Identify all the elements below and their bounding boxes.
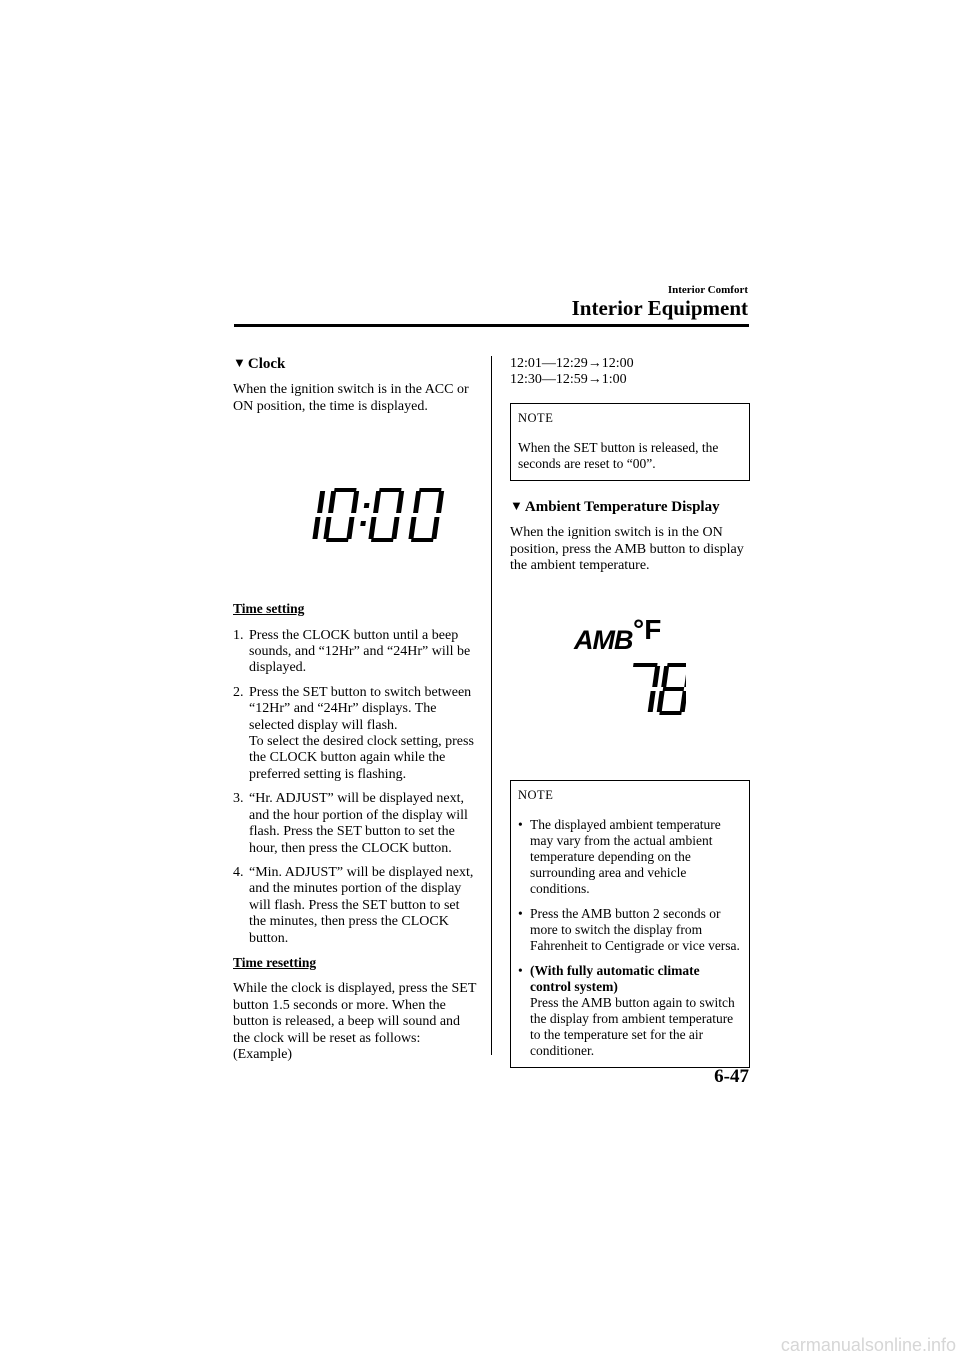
header-rule (234, 324, 749, 327)
time-setting-steps (233, 628, 478, 947)
reset-example-2: 12:30―12:59→1:00 (510, 372, 627, 388)
clock-lcd-illustration (301, 485, 451, 545)
list-item: 2. Press the SET button to switch between “12Hr” and “24Hr” displays. The selected display will flash. To select the desired clock setting, press the CLOCK button again while the preferred setting is flashing. (233, 684, 474, 782)
section-label: Interior Comfort (667, 284, 748, 296)
column-divider (491, 356, 492, 1055)
time-resetting-heading: Time resetting (233, 954, 317, 970)
bullet-icon: • (518, 906, 523, 922)
ambient-intro: When the ignition switch is in the ON position, press the AMB button to display the ambient temperature. (510, 525, 744, 574)
chapter-title: Interior Equipment (571, 296, 748, 320)
reset-example-1: 12:01―12:29→12:00 (510, 356, 634, 371)
list-item: • (With fully automatic climate control system) Press the AMB button again to switch the display from ambient temperature to the temperature set for the air conditioner. (518, 963, 735, 1059)
note-text: When the SET button is released, the seconds are reset to “00”. (518, 439, 719, 471)
ambient-section-title (510, 499, 750, 515)
ambient-note (510, 780, 750, 1068)
temperature-lcd-illustration (622, 660, 686, 718)
ambient-note-list (518, 817, 742, 1059)
watermark: carmanualsonline.info (780, 1335, 956, 1355)
ambient-title-text: Ambient Temperature Display (524, 498, 720, 515)
clock-intro: When the ignition switch is in the ACC or ON position, the time is displayed. (233, 382, 469, 414)
time-resetting-text: While the clock is displayed, press the SET button 1.5 seconds or more. When the button is released, a beep will sound and the clock will be reset as follows: (Example) (233, 981, 477, 1062)
amb-label: AMB (574, 625, 633, 656)
list-item: 4. “Min. ADJUST” will be displayed next, and the minutes portion of the display will flash. Press the SET button to set the minutes, then press the CLOCK button. (233, 864, 474, 946)
list-item: 3. “Hr. ADJUST” will be displayed next, and the hour portion of the display will flash. Press the SET button to set the hour, then press the CLOCK button. (233, 791, 468, 856)
note-title: NOTE (518, 410, 554, 425)
time-setting-heading: Time setting (233, 601, 305, 617)
triangle-down-icon: ▼ (510, 497, 523, 513)
note-title: NOTE (518, 788, 554, 803)
list-item: 1. Press the CLOCK button until a beep sounds, and “12Hr” and “24Hr” will be displayed. (233, 627, 471, 676)
bullet-icon: • (518, 963, 523, 979)
right-column (510, 356, 750, 1068)
list-item: • Press the AMB button 2 seconds or more to switch the display from Fahrenheit to Centigrade or vice versa. (518, 906, 740, 954)
clock-display-figure (273, 485, 478, 545)
triangle-down-icon: ▼ (233, 355, 246, 370)
clock-section-title (233, 356, 478, 372)
page-number: 6-47 (714, 1066, 749, 1087)
clock-title-text: Clock (247, 356, 286, 372)
left-column (233, 356, 478, 1063)
ambient-display-figure (510, 614, 750, 742)
list-item: • The displayed ambient temperature may vary from the actual ambient temperature depending on the surrounding area and vehicle conditions. (518, 817, 721, 897)
degree-unit: °F (633, 614, 662, 646)
clock-note (510, 403, 750, 481)
bullet-icon: • (518, 817, 523, 833)
